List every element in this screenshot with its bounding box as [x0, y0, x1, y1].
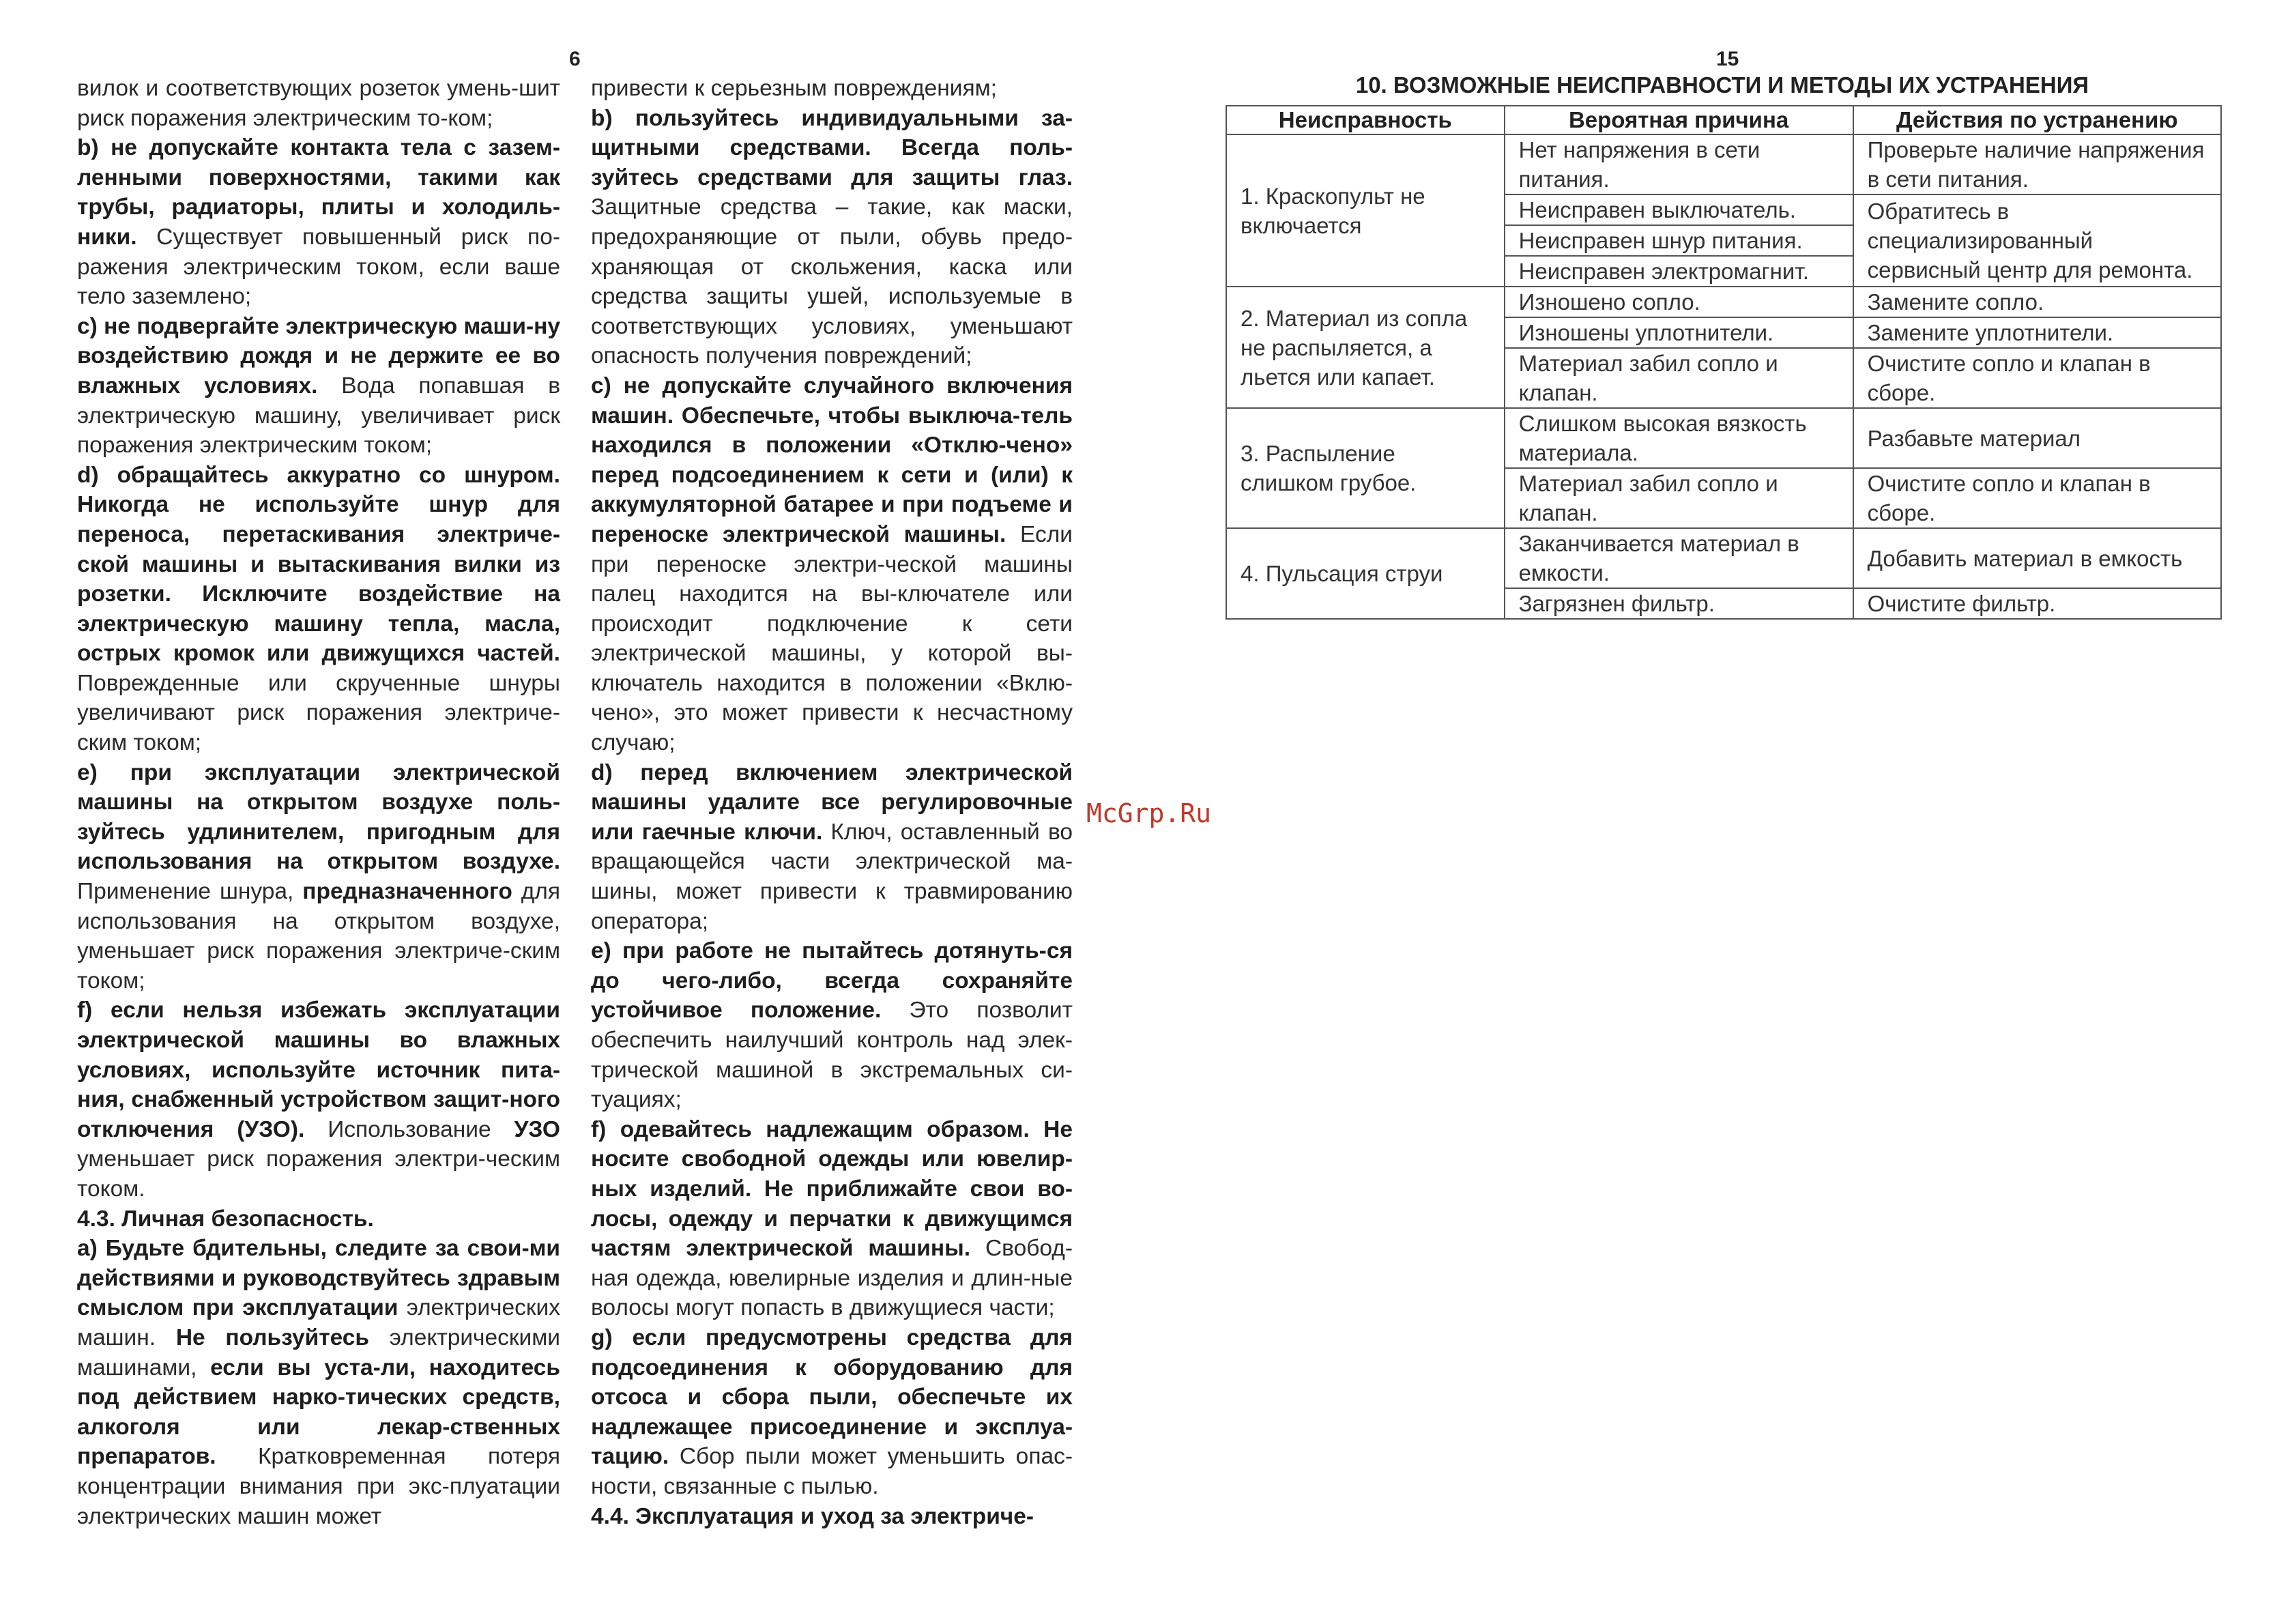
text: вилок и соответствующих розеток умень-шит риск поражения электрическим то-ком;	[77, 76, 560, 131]
text: для использования на открытом воздухе, уменьшает риск поражения электриче-ским током;	[77, 879, 560, 994]
cause-cell: Неисправен электромагнит.	[1505, 256, 1853, 287]
paragraph	[77, 133, 560, 312]
bold-text: е) при эксплуатации электрической машины на открытом воздухе поль-зуйтесь удлинителем, пригодным для использования на открытом воздухе.	[77, 759, 560, 875]
paragraph	[591, 758, 1073, 937]
fault-cell: 1. Краскопульт не включается	[1226, 134, 1505, 287]
action-cell: Очистите фильтр.	[1853, 588, 2221, 619]
action-cell: Замените уплотнители.	[1853, 317, 2221, 348]
watermark: McGrp.Ru	[1086, 798, 1212, 828]
cause-cell: Заканчивается материал в емкости.	[1505, 528, 1853, 588]
table-row	[1226, 408, 2221, 468]
cause-cell: Загрязнен фильтр.	[1505, 588, 1853, 619]
text: уменьшает риск поражения электри-ческим током.	[77, 1146, 560, 1202]
fault-cell: 4. Пульсация струи	[1226, 528, 1505, 619]
bold-text: с) не подвергайте электрическую маши-ну воздействию дождя и не держите ее во влажных условиях.	[77, 313, 561, 398]
paragraph	[77, 996, 560, 1204]
bold-text: b) пользуйтесь индивидуальными за-щитными средствами. Всегда поль-зуйтесь средствами для защиты глаз.	[591, 105, 1073, 190]
text: электрических машин.	[77, 1295, 560, 1350]
bold-text: а) Будьте бдительны, следите за свои-ми действиями и руководствуйтесь здравым смыслом при эксплуатации	[77, 1236, 560, 1321]
bold-text: d) обращайтесь аккуратно со шнуром. Никогда не используйте шнур для переноса, перетаскивания электриче-ской машины и вытаскивания вилки из розетки. Исключите воздействие на электрическую машину тепла, масла, острых кромок или движущихся частей.	[77, 462, 560, 667]
action-cell: Очистите сопло и клапан в сборе.	[1853, 348, 2221, 408]
bold-text: d) перед включением электрической машины удалите все регулировочные или гаечные ключи.	[591, 759, 1073, 845]
page-number-right: 15	[1716, 48, 1739, 70]
text: Ключ, оставленный во вращающейся части электрической ма-шины, может привести к травмированию оператора;	[591, 819, 1073, 934]
text-column-middle	[591, 74, 1073, 1531]
text: Это позволит обеспечить наилучший контроль над элек-трической машиной в экстремальных си-туациях;	[591, 998, 1073, 1113]
text: Существует повышенный риск по-ражения электрическим током, если ваше тело заземлено;	[77, 224, 560, 310]
action-cell: Разбавьте материал	[1853, 408, 2221, 468]
paragraph	[77, 1234, 560, 1531]
header-fault: Неисправность	[1226, 106, 1505, 134]
bold-text: предназначенного	[302, 879, 512, 905]
paragraph	[591, 936, 1073, 1115]
action-cell: Добавить материал в емкость	[1853, 528, 2221, 588]
text: электрическими машинами,	[77, 1324, 561, 1380]
text: Использование	[304, 1116, 514, 1142]
bold-text: с) не допускайте случайного включения машин. Обеспечьте, чтобы выключа-тель находился в положении «Отклю-чено» перед подсоединением к сети и (или) к аккумуляторной батарее и при подъеме и переноске электрической машины.	[591, 373, 1073, 547]
bold-text: Не пользуйтесь	[175, 1324, 370, 1350]
paragraph	[77, 312, 560, 461]
text: Применение шнура,	[77, 879, 303, 905]
action-cell: Обратитесь в специализированный сервисный центр для ремонта.	[1853, 194, 2221, 287]
cause-cell: Неисправен выключатель.	[1505, 194, 1853, 225]
text: привести к серьезным повреждениям;	[591, 76, 997, 101]
text: Кратковременная потеря концентрации внимания при экс-плуатации электрических машин может	[77, 1444, 560, 1529]
text: Свобод-ная одежда, ювелирные изделия и длин-ные волосы могут попасть в движущиеся части;	[591, 1236, 1073, 1321]
paragraph	[77, 461, 560, 758]
bold-text: f) если нельзя избежать эксплуатации электрической машины во влажных условиях, используйте источник пита-ния, снабженный устройством защит-ного отключения (УЗО).	[77, 998, 560, 1142]
paragraph	[77, 74, 560, 133]
bold-text: b) не допускайте контакта тела с зазем-ленными поверхностями, такими как трубы, радиаторы, плиты и холодиль-ники.	[77, 135, 560, 250]
cause-cell: Нет напряжения в сети питания.	[1505, 134, 1853, 194]
bold-text: g) если предусмотрены средства для подсоединения к оборудованию для отсоса и сбора пыли, обеспечьте их надлежащее присоединение и эксплуа-тацию.	[591, 1324, 1073, 1470]
bold-text: если вы уста-ли, находитесь под действием нарко-тических средств, алкоголя или лекар-ственных препаратов.	[77, 1354, 560, 1470]
paragraph	[77, 1204, 560, 1234]
cause-cell: Материал забил сопло и клапан.	[1505, 348, 1853, 408]
cause-cell: Материал забил сопло и клапан.	[1505, 468, 1853, 528]
text: Поврежденные или скрученные шнуры увеличивают риск поражения электриче-ским током;	[77, 670, 560, 756]
paragraph	[591, 371, 1073, 758]
table-title: 10. ВОЗМОЖНЫЕ НЕИСПРАВНОСТИ И МЕТОДЫ ИХ УСТРАНЕНИЯ	[1355, 72, 2089, 98]
paragraph	[591, 74, 1073, 104]
fault-cell: 3. Распыление слишком грубое.	[1226, 408, 1505, 528]
troubleshooting-table	[1226, 105, 2222, 620]
action-cell: Проверьте наличие напряжения в сети питания.	[1853, 134, 2221, 194]
text-column-left	[77, 74, 560, 1531]
table-row	[1226, 134, 2221, 194]
action-cell: Замените сопло.	[1853, 287, 2221, 317]
table-header-row	[1226, 106, 2221, 134]
text: Защитные средства – такие, как маски, предохраняющие от пыли, обувь предо-храняющая от скольжения, каска или средства защиты ушей, используемые в соответствующих условиях, уменьшают опасность получения повреждений;	[591, 194, 1073, 369]
cause-cell: Слишком высокая вязкость материала.	[1505, 408, 1853, 468]
paragraph	[591, 1502, 1073, 1532]
table-row	[1226, 528, 2221, 588]
fault-cell: 2. Материал из сопла не распыляется, а льется или капает.	[1226, 287, 1505, 408]
cause-cell: Неисправен шнур питания.	[1505, 225, 1853, 256]
table-row	[1226, 287, 2221, 317]
bold-text: УЗО	[514, 1116, 560, 1142]
bold-text: е) при работе не пытайтесь дотянуть-ся до чего-либо, всегда сохраняйте устойчивое положение.	[591, 938, 1073, 1024]
paragraph	[77, 758, 560, 996]
text: Если при переноске электри-ческой машины палец находится на вы-ключателе или происходит подключение к сети электрической машины, у которой вы-ключатель находится в положении «Вклю-чено», это может привести к несчастному случаю;	[591, 521, 1073, 756]
bold-text: f) одевайтесь надлежащим образом. Не носите свободной одежды или ювелир-ных изделий. Не приближайте свои во-лосы, одежду и перчатки к движущимся частям электрической машины.	[591, 1116, 1073, 1262]
action-cell: Очистите сопло и клапан в сборе.	[1853, 468, 2221, 528]
header-cause: Вероятная причина	[1505, 106, 1853, 134]
cause-cell: Изношено сопло.	[1505, 287, 1853, 317]
paragraph	[591, 1115, 1073, 1323]
header-action: Действия по устранению	[1853, 106, 2221, 134]
paragraph	[591, 1323, 1073, 1502]
bold-text: 4.3. Личная безопасность.	[77, 1206, 374, 1232]
page-number-left: 6	[569, 48, 581, 70]
bold-text: 4.4. Эксплуатация и уход за электриче-	[591, 1503, 1034, 1529]
text: Вода попавшая в электрическую машину, увеличивает риск поражения электрическим током;	[77, 373, 560, 459]
text: Сбор пыли может уменьшить опас-ности, связанные с пылью.	[591, 1444, 1073, 1499]
cause-cell: Изношены уплотнители.	[1505, 317, 1853, 348]
paragraph	[591, 104, 1073, 371]
